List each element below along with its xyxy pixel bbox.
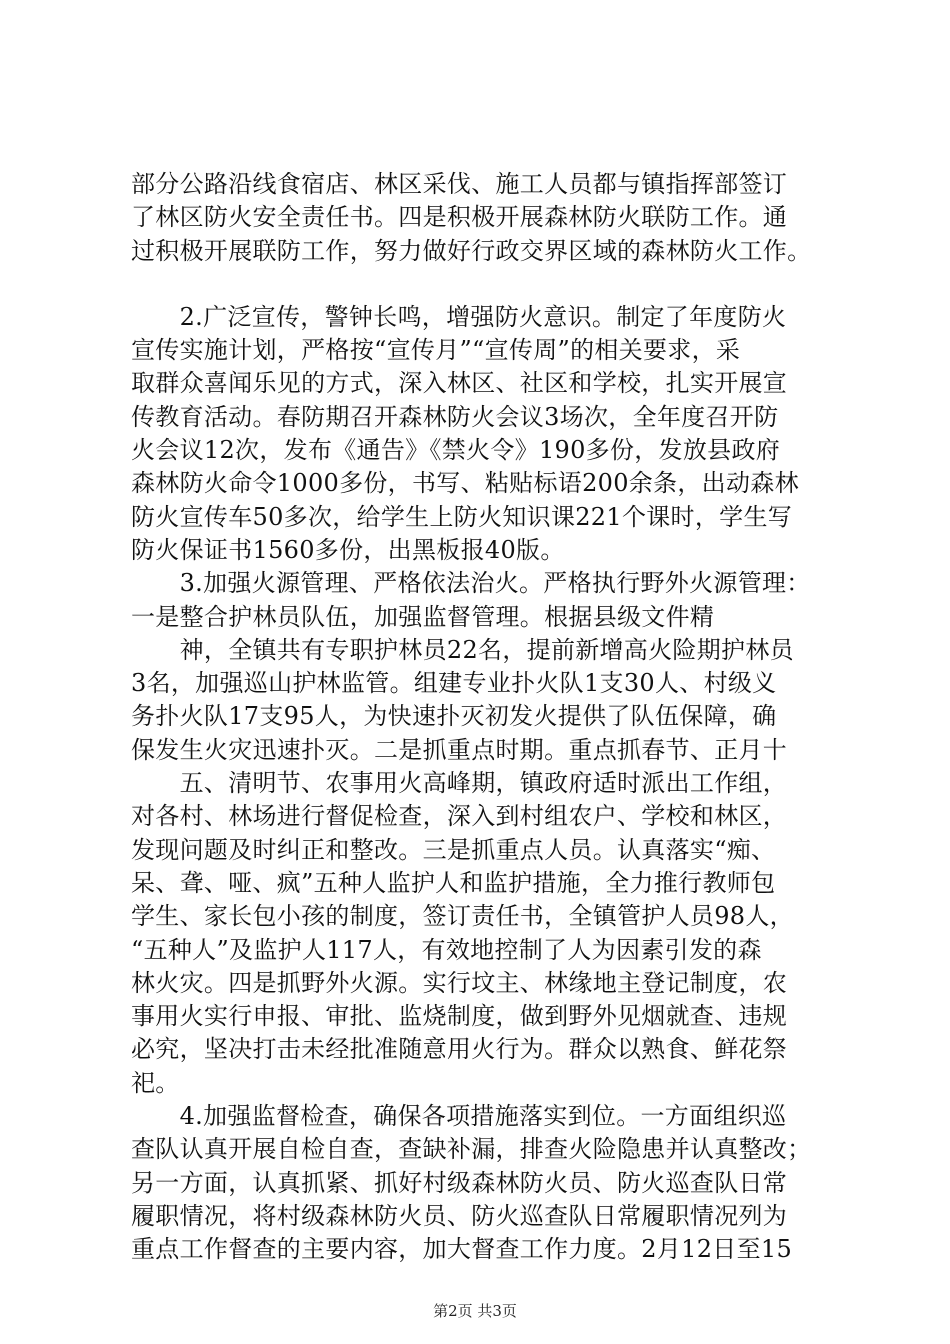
text-line: 一是整合护林员队伍，加强监督管理。根据县级文件精	[131, 602, 715, 631]
text-line: 4.加强监督检查，确保各项措施落实到位。一方面组织巡	[131, 1102, 787, 1131]
text-line: 林火灾。四是抓野外火源。实行坟主、林缘地主登记制度，农	[131, 968, 788, 997]
paragraph-continuation	[131, 168, 851, 268]
text-line: 取群众喜闻乐见的方式，深入林区、社区和学校，扎实开展宣	[131, 369, 788, 398]
text-line: 对各村、林场进行督促检查，深入到村组农户、学校和林区，	[131, 802, 788, 831]
page-footer: 第2页 共3页	[433, 1302, 517, 1320]
text-line: 了林区防火安全责任书。四是积极开展森林防火联防工作。通	[131, 203, 788, 232]
text-line: 火会议12次，发布《通告》《禁火令》190多份，发放县政府	[131, 436, 781, 465]
text-line: 宣传实施计划，严格按“宣传月”“宣传周”的相关要求，采	[131, 336, 741, 365]
text-line: 祀。	[131, 1068, 180, 1097]
text-line: “五种人”及监护人117人，有效地控制了人为因素引发的森	[131, 935, 762, 964]
text-line: 神，全镇共有专职护林员22名，提前新增高火险期护林员	[131, 635, 794, 664]
text-line: 2.广泛宣传，警钟长鸣，增强防火意识。制定了年度防火	[131, 302, 787, 331]
text-line: 森林防火命令1000多份，书写、粘贴标语200余条，出动森林	[131, 469, 799, 498]
text-line: 防火保证书1560多份，出黑板报40版。	[131, 535, 565, 564]
text-line: 保发生火灾迅速扑灭。二是抓重点时期。重点抓春节、正月十	[131, 735, 788, 764]
paragraphs-main	[131, 301, 851, 1267]
text-line: 部分公路沿线食宿店、林区采伐、施工人员都与镇指挥部签订	[131, 170, 788, 198]
text-line: 务扑火队17支95人，为快速扑灭初发火提供了队伍保障，确	[131, 702, 777, 731]
text-line: 3.加强火源管理、严格依法治火。严格执行野外火源管理：	[131, 569, 811, 598]
text-line: 过积极开展联防工作，努力做好行政交界区域的森林防火工作。	[131, 236, 812, 265]
text-line: 传教育活动。春防期召开森林防火会议3场次，全年度召开防	[131, 402, 779, 431]
paragraph-gap	[131, 268, 851, 301]
text-line: 必究，坚决打击未经批准随意用火行为。群众以熟食、鲜花祭	[131, 1035, 788, 1064]
text-line: 重点工作督查的主要内容，加大督查工作力度。2月12日至15	[131, 1235, 793, 1264]
text-line: 3名，加强巡山护林监管。组建专业扑火队1支30人、村级义	[131, 669, 777, 698]
text-line: 防火宣传车50多次，给学生上防火知识课221个课时，学生写	[131, 502, 793, 531]
text-line: 履职情况，将村级森林防火员、防火巡查队日常履职情况列为	[131, 1201, 788, 1230]
text-line: 查队认真开展自检自查，查缺补漏，排查火险隐患并认真整改；	[131, 1135, 812, 1164]
document-body	[131, 168, 851, 1267]
text-line: 五、清明节、农事用火高峰期，镇政府适时派出工作组，	[131, 769, 788, 798]
text-line: 发现问题及时纠正和整改。三是抓重点人员。认真落实“痴、	[131, 835, 776, 864]
text-line: 另一方面，认真抓紧、抓好村级森林防火员、防火巡查队日常	[131, 1168, 788, 1197]
text-line: 学生、家长包小孩的制度，签订责任书，全镇管护人员98人，	[131, 902, 794, 931]
text-line: 呆、聋、哑、疯”五种人监护人和监护措施，全力推行教师包	[131, 868, 776, 897]
text-line: 事用火实行申报、审批、监烧制度，做到野外见烟就查、违规	[131, 1002, 788, 1031]
